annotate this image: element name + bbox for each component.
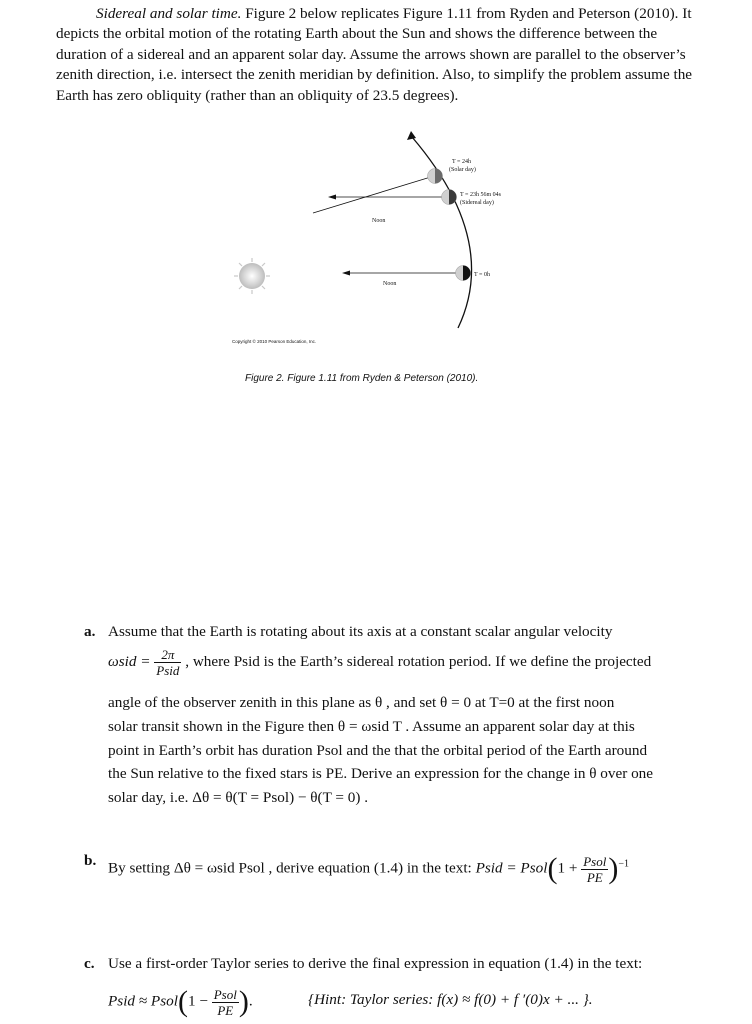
question-a-line-4: solar transit shown in the Figure then θ = ωsid T . Assume an apparent solar day at this <box>108 718 635 735</box>
question-a-label: a. <box>84 623 96 640</box>
eq-b-lhs: Psid = Psol <box>475 859 548 877</box>
label-solar-t: T = 24h <box>452 159 471 165</box>
label-solar-day: (Solar day) <box>449 167 476 173</box>
label-sidereal-t: T = 23h 56m 04s <box>460 192 501 198</box>
omega-sid-lhs: ωsid = <box>108 652 151 670</box>
eq-c-lhs: Psid ≈ Psol <box>108 992 178 1010</box>
question-a-line-3: angle of the observer zenith in this plane as θ , and set θ = 0 at T=0 at the first noon <box>108 694 615 711</box>
question-b-line: By setting Δθ = ωsid Psol , derive equation (1.4) in the text: Psid = Psol(1 + $\frac{\text{Psol}}{PE}$ )$^{-1}$ <box>108 852 629 885</box>
question-a-line-1: Assume that the Earth is rotating about its axis at a constant scalar angular velocity <box>108 623 613 640</box>
arrow-head-t0-icon <box>342 271 350 276</box>
sun-earth-line-top <box>313 176 434 213</box>
copyright-note: Copyright © 2010 Pearson Education, Inc. <box>232 339 317 344</box>
question-a-line-2 <box>108 647 651 678</box>
taylor-hint: {Hint: Taylor series: f(x) ≈ f(0) + f ′(0)x + ... }. <box>308 991 593 1008</box>
eq-b-one: 1 + <box>557 859 578 877</box>
question-c-text: Use a first-order Taylor series to derive the final expression in equation (1.4) in the text: <box>108 955 643 972</box>
eq-b-fraction: $\frac{\text{Psol}}{PE}$ <box>583 853 607 885</box>
label-t0: T = 0h <box>474 272 490 278</box>
eq-c-end: . <box>248 992 253 1010</box>
question-b-label: b. <box>84 852 97 869</box>
eq-b-exponent: −1 <box>618 858 629 870</box>
label-noon-top: Noon <box>372 218 386 224</box>
orbit-arc <box>412 137 472 328</box>
intro-lead: Sidereal and solar time. <box>96 5 242 22</box>
question-a-line-6: the Sun relative to the fixed stars is PE. Derive an expression for the change in θ over one <box>108 765 654 782</box>
question-c-label: c. <box>84 955 95 972</box>
sun-icon <box>234 258 270 294</box>
question-c-equation: Psid ≈ Psol(1 − $\frac{\text{Psol}}{PE}$ ). <box>108 985 253 1018</box>
label-noon-bottom: Noon <box>383 281 397 287</box>
figure-caption: Figure 2. Figure 1.11 from Ryden & Peterson (2010). <box>245 373 479 384</box>
intro-text: Figure 2 below replicates Figure 1.11 from Ryden and Peterson (2010). It depicts the orbital motion of the rotating Earth about the Sun and shows the difference between the duration of a sidereal and an apparent solar day. Assume the arrows shown are parallel to the observer’s zenith direction, i.e. intersect the zenith meridian by definition. Also, to simplify the problem assume the Earth has zero obliquity (rather than an obliquity of 23.5 degrees). <box>56 5 693 104</box>
orbit-arrow-icon <box>407 131 416 140</box>
omega-fraction: $\frac{2\pi}{\text{Psid}}$ <box>156 647 180 678</box>
eq-c-one: 1 − <box>187 992 208 1010</box>
eq-c-fraction: $\frac{\text{Psol}}{PE}$ <box>213 986 237 1018</box>
arrow-head-sidereal-icon <box>328 195 336 200</box>
question-a-line-5: point in Earth’s orbit has duration Psol and the that the orbital period of the Earth around <box>108 742 648 759</box>
question-a-line-2-rest: , where Psid is the Earth’s sidereal rotation period. If we define the projected <box>185 652 652 670</box>
question-b-text: By setting Δθ = ωsid Psol , derive equation (1.4) in the text: <box>108 859 476 877</box>
label-sidereal-day: (Sidereal day) <box>460 200 494 206</box>
question-a-line-7: solar day, i.e. Δθ = θ(T = Psol) − θ(T = 0) . <box>108 789 369 806</box>
